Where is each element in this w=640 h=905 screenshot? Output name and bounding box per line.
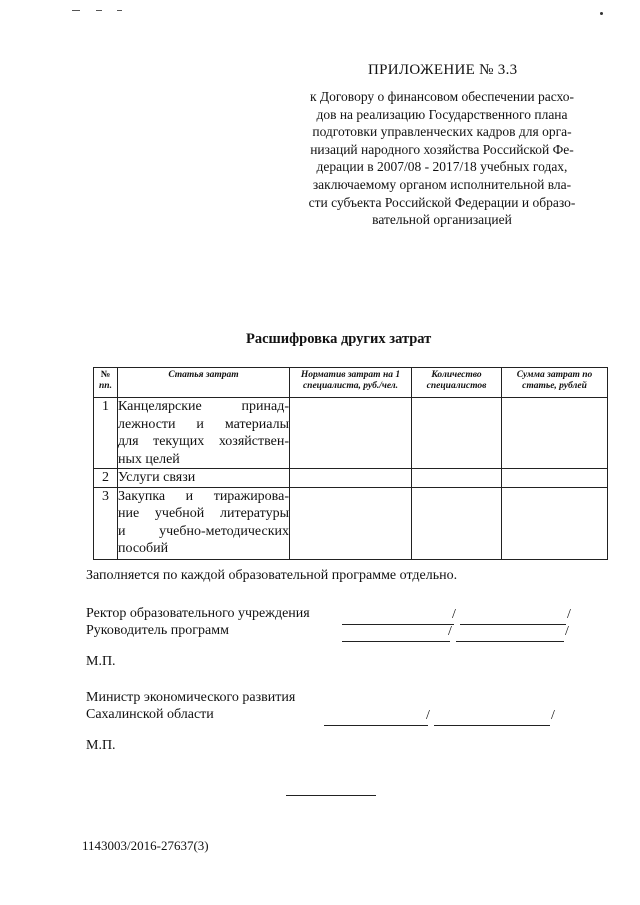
row-item [118, 398, 290, 469]
row-norm-cell[interactable] [290, 398, 412, 469]
program-head-signature-line[interactable] [342, 641, 450, 642]
rector-signature-separator: / [452, 607, 456, 622]
program-head-signature-separator: / [448, 624, 452, 639]
rector-signature-end: / [567, 607, 571, 622]
row-item-line: и учебно-методических [118, 523, 289, 539]
minister-signature-end: / [551, 708, 555, 723]
fill-note: Заполняется по каждой образовательной программе отдельно. [86, 568, 458, 583]
description-line: дерации в 2007/08 - 2017/18 учебных годах, [316, 159, 568, 175]
header-count: Количество специалистов [412, 368, 502, 398]
table-row [94, 487, 608, 559]
row-item-line: лежности и материалы [118, 416, 289, 432]
scan-mark [600, 12, 603, 15]
row-item [118, 469, 290, 488]
row-item-line: Услуги связи [118, 470, 196, 485]
minister-name-line[interactable] [434, 725, 550, 726]
minister-signature-separator: / [426, 708, 430, 723]
separator-line [286, 795, 376, 796]
row-sum-cell[interactable] [502, 398, 608, 469]
row-count-cell[interactable] [412, 398, 502, 469]
row-num: 1 [94, 398, 118, 469]
program-head-name-line[interactable] [456, 641, 564, 642]
scan-mark [72, 10, 80, 11]
header-sum: Сумма затрат по статье, рублей [502, 368, 608, 398]
row-item-line: Закупка и тиражирова- [118, 488, 289, 504]
row-count-cell[interactable] [412, 469, 502, 488]
table-header-row [94, 368, 608, 398]
rector-label: Ректор образовательного учреждения [86, 606, 310, 621]
table-row [94, 398, 608, 469]
row-item-line: ных целей [118, 451, 180, 467]
program-head-label: Руководитель программ [86, 623, 229, 638]
minister-region-label: Сахалинской области [86, 707, 214, 722]
header-num-label: пп. [99, 381, 112, 391]
row-item [118, 487, 290, 559]
rector-name-line[interactable] [460, 624, 566, 625]
cost-breakdown-table [93, 367, 608, 560]
stamp-place-label: М.П. [86, 738, 116, 753]
document-number: 1143003/2016-27637(3) [82, 838, 209, 853]
rector-signature-line[interactable] [342, 624, 454, 625]
row-item-line: пособий [118, 541, 169, 556]
header-item: Статья затрат [118, 368, 290, 398]
row-count-cell[interactable] [412, 487, 502, 559]
table-title: Расшифровка других затрат [246, 331, 432, 347]
appendix-title: ПРИЛОЖЕНИЕ № 3.3 [368, 62, 518, 78]
row-sum-cell[interactable] [502, 469, 608, 488]
description-line: вательной организацией [372, 212, 512, 228]
header-norm: Норматив затрат на 1 специалиста, руб./чел. [290, 368, 412, 398]
stamp-place-label: М.П. [86, 654, 116, 669]
program-head-signature-end: / [565, 624, 569, 639]
description-line: заключаемому органом исполнительной вла- [312, 176, 572, 192]
minister-label: Министр экономического развития [86, 690, 296, 705]
row-item-line: для текущих хозяйствен- [118, 434, 289, 449]
minister-signature-line[interactable] [324, 725, 428, 726]
description-line: дов на реализацию Государственного плана [316, 106, 568, 122]
row-sum-cell[interactable] [502, 487, 608, 559]
description-line: подготовки управленческих кадров для орга- [312, 124, 572, 140]
description-line: к Договору о финансовом обеспечении расхо- [309, 89, 575, 104]
description-line: низаций народного хозяйства Российской Фе- [310, 141, 574, 157]
scan-mark [96, 10, 102, 11]
header-num [94, 368, 118, 398]
row-norm-cell[interactable] [290, 487, 412, 559]
appendix-description [292, 88, 592, 229]
description-line: сти субъекта Российской Федерации и образо- [308, 194, 576, 210]
header-num-symbol: № [100, 370, 111, 380]
row-num: 3 [94, 487, 118, 559]
table-row [94, 469, 608, 488]
row-item-line: Канцелярские принад- [118, 399, 289, 414]
row-norm-cell[interactable] [290, 469, 412, 488]
scan-mark [117, 10, 122, 11]
row-num: 2 [94, 469, 118, 488]
row-item-line: ние учебной литературы [118, 506, 289, 521]
